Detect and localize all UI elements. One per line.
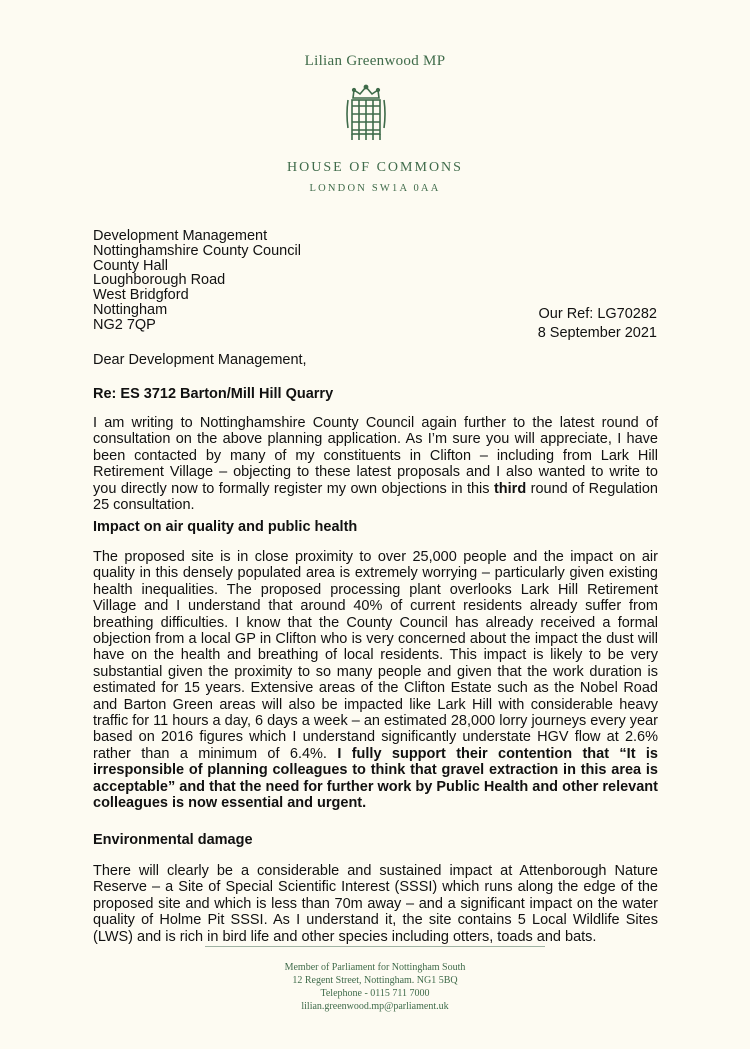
recipient-line: County Hall	[93, 257, 168, 274]
section-heading-environment: Environmental damage	[93, 832, 253, 848]
recipient-line: Loughborough Road	[93, 272, 226, 289]
paragraph-air-quality	[93, 549, 658, 812]
footer-address: 12 Regent Street, Nottingham. NG1 5BQ	[292, 975, 458, 986]
letterhead-address: LONDON SW1A 0AA	[309, 183, 441, 194]
footer-constituency: Member of Parliament for Nottingham South	[284, 962, 466, 973]
letter-footer	[0, 961, 750, 1013]
our-ref: Our Ref: LG70282	[538, 306, 657, 322]
subject-line: Re: ES 3712 Barton/Mill Hill Quarry	[93, 386, 334, 402]
reference-block	[538, 305, 657, 343]
portcullis-icon	[344, 84, 388, 144]
section-heading-air-quality: Impact on air quality and public health	[93, 519, 358, 535]
footer-telephone: Telephone - 0115 711 7000	[320, 988, 430, 999]
footer-divider	[205, 946, 545, 947]
recipient-address	[93, 229, 301, 333]
letter-date: 8 September 2021	[537, 325, 657, 341]
paragraph-environment: There will clearly be a considerable and sustained impact at Attenborough Nature Reserve – a Site of Special Scientific Interest (SSSI) which runs along the edge of the proposed site and which is less than 70m away – and a significant impact on the water quality of Holme Pit SSSI. As I understand it, the site contains 5 Local Wildlife Sites (LWS) and is rich in bird life and other species including otters, toads and bats.	[93, 863, 658, 945]
salutation: Dear Development Management,	[93, 352, 307, 368]
letterhead-house: HOUSE OF COMMONS	[287, 160, 463, 175]
recipient-line: Nottinghamshire County Council	[93, 242, 301, 259]
footer-email: lilian.greenwood.mp@parliament.uk	[301, 1001, 449, 1012]
recipient-line: West Bridgford	[93, 287, 189, 304]
recipient-line: NG2 7QP	[93, 316, 156, 333]
paragraph-text: round of Regulation 25 consultation.	[93, 480, 658, 514]
recipient-line: Development Management	[93, 228, 268, 244]
recipient-line: Nottingham	[93, 301, 168, 318]
paragraph-text: I am writing to Nottinghamshire County Council again further to the latest round of consultation on the above planning application. As I’m sure you will appreciate, I have been contacted by many of my constituents in Clifton – including from Lark Hill Retirement Village – objecting to these latest proposals and I also wanted to write to you directly now to formally register my own objections in this	[93, 415, 658, 497]
paragraph-intro	[93, 415, 658, 513]
paragraph-emphasis: third	[493, 480, 527, 497]
letterhead-mp-name: Lilian Greenwood MP	[304, 53, 446, 69]
paragraph-text: The proposed site is in close proximity to over 25,000 people and the impact on air quality in this densely populated area is extremely worrying – particularly given existing health inequalities. The proposed processing plant overlooks Lark Hill Retirement Village and I understand that around 40% of current residents already suffer from breathing difficulties. I know that the County Council has already received a formal objection from a local GP in Clifton who is very concerned about the impact the dust will have on the health and breathing of local residents. This impact is likely to be very substantial given the proximity to so many people and given that the work duration is estimated for 15 years. Extensive areas of the Clifton Estate such as the Nobel Road and Barton Green areas will also be impacted like Lark Hill with considerable heavy traffic for 11 hours a day, 6 days a week – an estimated 28,000 lorry journeys every year based on 2016 figures which I understand significantly understate HGV flow at 2.6% rather than a minimum of 6.4%.	[93, 549, 658, 762]
paragraph-emphasis: I fully support their contention that “It is irresponsible of planning colleagues to think that gravel extraction in this area is acceptable” and that the need for further work by Public Health and other relevant colleagues is now essential and urgent.	[93, 745, 658, 812]
